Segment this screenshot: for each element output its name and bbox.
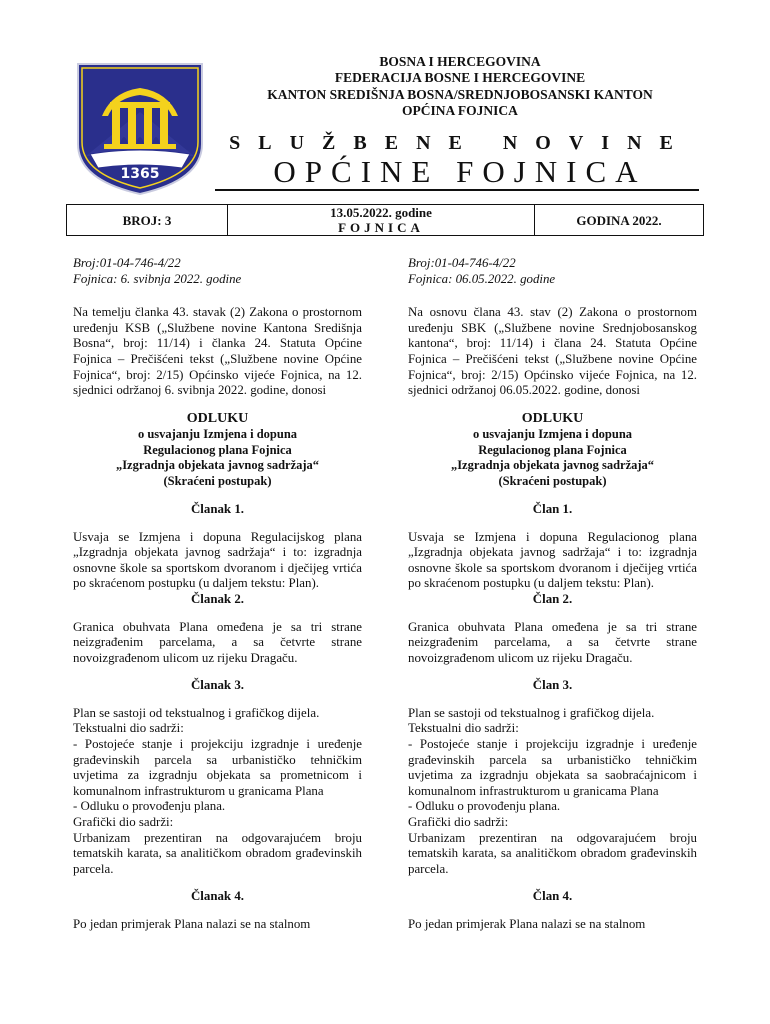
left-column: [73, 256, 362, 933]
right-intro: Na osnovu člana 43. stav (2) Zakona o prostornom uređenju SBK („Službene novine Srednjobosanskog kantona“, broj: 11/14) i člana 24. Statuta Općine Fojnica – Prečišćeni tekst („Službene novine Općine Fojnica“, broj: 2/15) Općinsko vijeće Fojnica, na 12. sjednici održanoj 06.05.2022. godine, donosi: [408, 305, 697, 398]
issue-city: FOJNICA: [338, 220, 424, 235]
left-decision-title: ODLUKU: [186, 410, 249, 426]
issue-bar: [66, 204, 704, 236]
right-article-3-line4: - Odluku o provođenju plana.: [408, 799, 561, 814]
left-article-4-text: Po jedan primjerak Plana nalazi se na stalnom: [73, 917, 311, 931]
left-article-3-line5: Grafički dio sadrži:: [73, 815, 174, 830]
left-ref-number: Broj:01-04-746-4/22: [73, 256, 181, 270]
municipality-crest: [72, 60, 208, 196]
publication-subtitle: OPĆINE FOJNICA: [273, 154, 647, 189]
header-canton: KANTON SREDIŠNJA BOSNA/SREDNJOBOSANSKI KANTON: [267, 87, 653, 102]
right-decision-sub2: Regulacionog plana Fojnica: [478, 442, 627, 457]
right-article-1: Član 1.: [532, 501, 573, 516]
issue-date-cell: [228, 205, 535, 235]
left-article-2: Članak 2.: [190, 591, 244, 606]
right-article-4-text: Po jedan primjerak Plana nalazi se na stalnom: [408, 917, 646, 931]
left-article-3: Članak 3.: [190, 678, 244, 693]
right-article-3: Član 3.: [532, 678, 573, 693]
left-article-3-line1: Plan se sastoji od tekstualnog i grafičkog dijela.: [73, 705, 320, 720]
left-decision-sub3: „Izgradnja objekata javnog sadržaja“: [115, 458, 320, 473]
right-column: [408, 256, 697, 933]
left-decision-sub1: o usvajanju Izmjena i dopuna: [137, 426, 298, 441]
left-ref-date: Fojnica: 6. svibnja 2022. godine: [73, 271, 242, 286]
right-decision-sub4: (Skraćeni postupak): [498, 474, 607, 489]
right-decision-sub3: „Izgradnja objekata javnog sadržaja“: [450, 458, 655, 473]
left-decision-sub2: Regulacionog plana Fojnica: [143, 442, 292, 457]
right-article-3-line5: Grafički dio sadrži:: [408, 815, 509, 830]
publication-title: SLUŽBENE NOVINE: [229, 132, 691, 154]
left-article-1: Članak 1.: [190, 501, 244, 516]
right-article-2-text: Granica obuhvata Plana omeđena je sa tri strane neizgrađenim parcelama, a sa četvrte strane novoizgrađenom ulicom uz rijeku Dragaču.: [408, 619, 697, 665]
left-article-3-line6: Urbanizam prezentiran na odgovarajućem broju tematskih karata, sa analitičkom obradom građevinskih parcela.: [73, 830, 362, 876]
right-article-2: Član 2.: [532, 591, 573, 606]
header-country: BOSNA I HERCEGOVINA: [379, 54, 541, 69]
crest-year: 1365: [120, 166, 160, 182]
right-ref-date: Fojnica: 06.05.2022. godine: [408, 271, 556, 286]
right-article-3-line3: - Postojeće stanje i projekciju izgradnje i uređenje građevinskih parcela sa urbanističko tehničkim uvjetima za izgradnju objekata sa saobraćajnicom i komunalnom infrastrukturom u granicama Plana: [408, 737, 697, 798]
issue-date: 13.05.2022. godine: [330, 205, 432, 220]
header-rule: [215, 189, 699, 191]
right-article-3-line2: Tekstualni dio sadrži:: [408, 721, 519, 736]
left-article-3-line4: - Odluku o provođenju plana.: [73, 799, 226, 814]
right-decision-title: ODLUKU: [521, 410, 584, 426]
left-article-3-line2: Tekstualni dio sadrži:: [73, 721, 184, 736]
left-article-1-text: Usvaja se Izmjena i dopuna Regulacijskog plana „Izgradnja objekata javnog sadržaja“ i to: izgradnja osnovne škole sa sportskom dvoranom i dječijeg vrtića po skraćenom postupku (u daljem tekstu: Plan).: [73, 529, 362, 591]
left-article-2-text: Granica obuhvata Plana omeđena je sa tri strane neizgrađenim parcelama, a sa četvrte strane novoizgrađenom ulicom uz rijeku Dragaču.: [73, 619, 362, 665]
issue-number: BROJ: 3: [67, 205, 228, 235]
left-decision-sub4: (Skraćeni postupak): [163, 474, 272, 489]
right-article-1-text: Usvaja se Izmjena i dopuna Regulacionog plana „Izgradnja objekata javnog sadržaja“ i to: izgradnja osnovne škole sa sportskom dvoranom i dječijeg vrtića po skraćenom postupku (u daljem tekstu: Plan).: [408, 529, 697, 591]
left-article-4: Članak 4.: [190, 889, 244, 904]
left-article-3-line3: - Postojeće stanje i projekciju izgradnje i uređenje građevinskih parcela sa urbanističko tehničkim uvjetima za izgradnju objekata sa prometnicom i komunalnom infrastrukturom u granicama Plana: [73, 737, 362, 798]
issue-year: GODINA 2022.: [576, 212, 662, 228]
header-federation: FEDERACIJA BOSNE I HERCEGOVINE: [334, 70, 586, 85]
right-ref-number: Broj:01-04-746-4/22: [408, 256, 516, 270]
left-intro: Na temelju članka 43. stavak (2) Zakona o prostornom uređenju KSB („Službene novine Kantona Središnja Bosna“, broj: 11/14) i članka 24. Statuta Općine Fojnica – Prečišćeni tekst („Službene novine Općine Fojnica“, broj: 2/15) Općinsko vijeće Fojnica, na 12. sjednici održanoj 6. svibnja 2022. godine, donosi: [73, 305, 362, 398]
right-decision-sub1: o usvajanju Izmjena i dopuna: [472, 426, 633, 441]
right-article-4: Član 4.: [532, 889, 573, 904]
right-article-3-line1: Plan se sastoji od tekstualnog i grafičkog dijela.: [408, 705, 655, 720]
right-article-3-line6: Urbanizam prezentiran na odgovarajućem broju tematskih karata, sa analitičkom obradom građevinskih parcela.: [408, 830, 697, 876]
header-municipality: OPĆINA FOJNICA: [402, 103, 518, 118]
